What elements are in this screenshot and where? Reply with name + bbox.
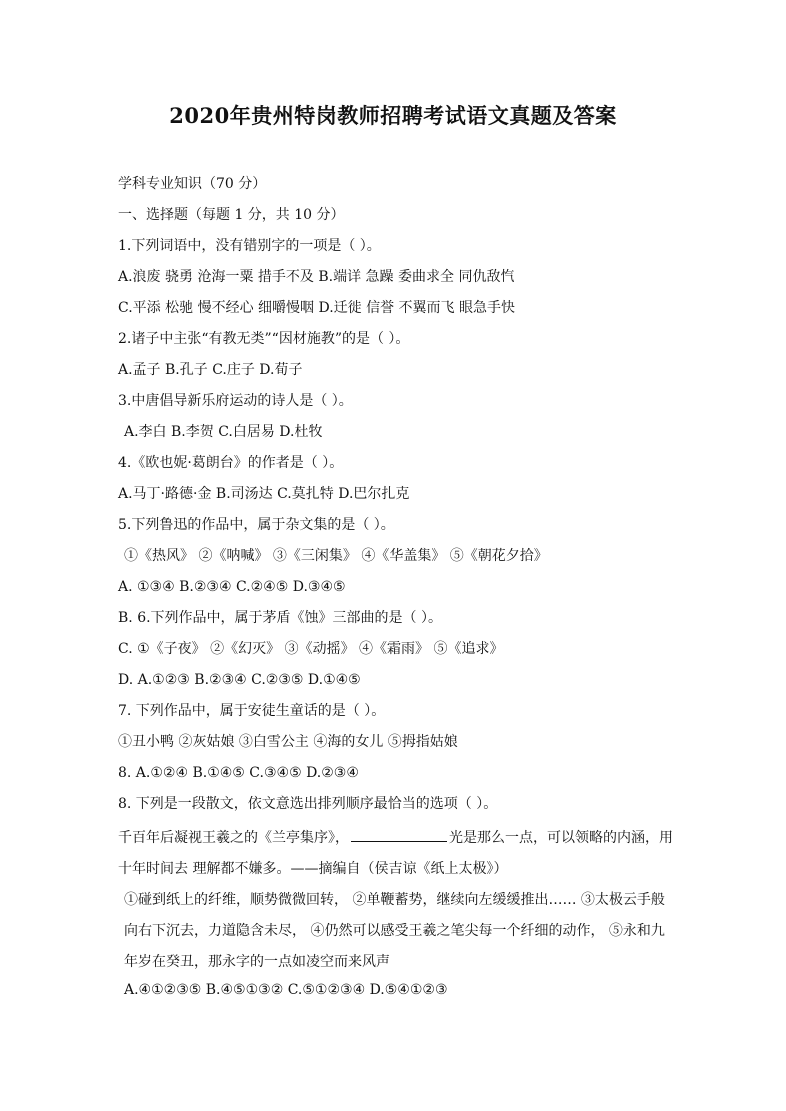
question-1-options-ab: A.浪废 骁勇 沧海一粟 措手不及 B.端详 急躁 委曲求全 同仇敌忾 bbox=[118, 269, 515, 285]
question-1: 1.下列词语中，没有错别字的一项是（ ）。 bbox=[118, 238, 381, 254]
question-3: 3.中唐倡导新乐府运动的诗人是（ ）。 bbox=[118, 393, 353, 409]
question-3-options: A.李白 B.李贺 C.白居易 D.杜牧 bbox=[124, 424, 323, 440]
question-7-options: 8. A.①②④ B.①④⑤ C.③④⑤ D.②③④ bbox=[118, 765, 359, 781]
question-5-items: ①《热风》 ②《呐喊》 ③《三闲集》 ④《华盖集》 ⑤《朝花夕拾》 bbox=[124, 548, 548, 564]
question-4-options: A.马丁·路德·金 B.司汤达 C.莫扎特 D.巴尔扎克 bbox=[118, 486, 410, 502]
question-7-items: ①丑小鸭 ②灰姑娘 ③白雪公主 ④海的女儿 ⑤拇指姑娘 bbox=[118, 734, 458, 750]
question-5: 5.下列鲁迅的作品中，属于杂文集的是（ ）。 bbox=[118, 517, 395, 533]
question-8-passage bbox=[118, 823, 678, 885]
question-1-options-cd: C.平添 松驰 慢不经心 细嚼慢咽 D.迁徙 信誉 不翼而飞 眼急手快 bbox=[118, 300, 515, 316]
document-body bbox=[118, 172, 678, 1009]
fill-blank bbox=[351, 827, 447, 842]
question-5-options: A. ①③④ B.②③④ C.②④⑤ D.③④⑤ bbox=[118, 579, 346, 595]
question-2: 2.诸子中主张“有教无类”“因材施教”的是（ ）。 bbox=[118, 331, 410, 347]
question-8: 8. 下列是一段散文，依文意选出排列顺序最恰当的选项（ ）。 bbox=[118, 796, 498, 812]
question-6-options: D. A.①②③ B.②③④ C.②③⑤ D.①④⑤ bbox=[118, 672, 361, 688]
question-8-passage-end: 光是那么一点，可以领略的内涵，用十年时间去 理解都不嫌多。——摘编自（侯吉谅《纸上太极》） bbox=[118, 830, 673, 877]
question-7: 7. 下列作品中，属于安徒生童话的是（ ）。 bbox=[118, 703, 386, 719]
document-title: 2020年贵州特岗教师招聘考试语文真题及答案 bbox=[169, 103, 617, 128]
question-2-options: A.孟子 B.孔子 C.庄子 D.荀子 bbox=[118, 362, 303, 378]
question-8-options: A.④①②③⑤ B.④⑤①③② C.⑤①②③④ D.⑤④①②③ bbox=[124, 982, 448, 998]
question-8-items: ①碰到纸上的纤维，顺势微微回转， ②单鞭蓄势，继续向左缓缓推出…… ③太极云手般向右下沉去，力道隐含未尽， ④仍然可以感受王羲之笔尖每一个纤细的动作， ⑤永和九年岁在癸丑，那永字的一点如凌空而来风声 bbox=[124, 892, 665, 970]
question-6-items: C. ①《子夜》 ②《幻灭》 ③《动摇》 ④《霜雨》 ⑤《追求》 bbox=[118, 641, 504, 657]
question-8-passage-start: 千百年后凝视王羲之的《兰亭集序》， bbox=[118, 830, 349, 846]
part-heading: 一、选择题（每题 1 分，共 10 分） bbox=[118, 207, 345, 223]
section-heading: 学科专业知识（70 分） bbox=[118, 176, 267, 192]
question-6: B. 6.下列作品中，属于茅盾《蚀》三部曲的是（ ）。 bbox=[118, 610, 442, 626]
question-4: 4.《欧也妮·葛朗台》的作者是（ ）。 bbox=[118, 455, 344, 471]
